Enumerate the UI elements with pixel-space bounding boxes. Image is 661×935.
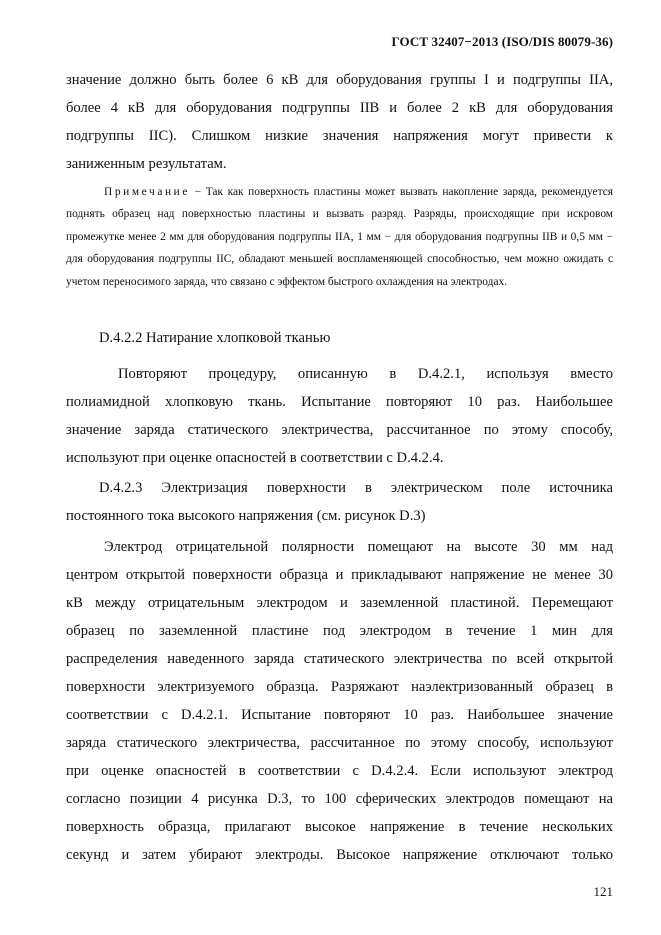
text-line: поверхности электризуемого образца. Разряжают наэлектризованный образец в bbox=[66, 679, 613, 695]
text-line: подгруппы IIC). Слишком низкие значения напряжения могут привести к bbox=[66, 128, 613, 144]
text-line: согласно позиции 4 рисунка D.3, то 100 сферических электродов помещают на bbox=[66, 791, 613, 807]
text-line: постоянного тока высокого напряжения (см. рисунок D.3) bbox=[66, 508, 426, 524]
section-heading-d4223 bbox=[66, 474, 613, 530]
text-line: кВ между отрицательным электродом и заземленной пластиной. Перемещают bbox=[66, 595, 613, 611]
text-line: при оценке опасностей в соответствии с D.4.2.4. Если используют электрод bbox=[66, 763, 613, 779]
text-line: заниженным результатам. bbox=[66, 156, 227, 172]
text-line: Электрод отрицательной полярности помещают на высоте 30 мм над bbox=[104, 539, 613, 555]
text-line: заряда статического электричества, рассчитанное по этому способу, используют bbox=[66, 735, 613, 751]
text-line: полиамидной хлопковую ткань. Испытание повторяют 10 раз. Наибольшее bbox=[66, 394, 613, 410]
text-line: образец по заземленной пластине под электродом в течение 1 мин для bbox=[66, 623, 613, 639]
page-number: 121 bbox=[593, 884, 613, 899]
note-block bbox=[66, 181, 613, 293]
text-line: значение должно быть более 6 кВ для оборудования группы I и подгруппы IIA, bbox=[66, 72, 613, 88]
text-line: D.4.2.3 Электризация поверхности в электрическом поле источника bbox=[99, 480, 613, 496]
note-label: Примечание bbox=[104, 186, 191, 198]
text-line: значение заряда статического электричества, рассчитанное по этому способу, bbox=[66, 422, 613, 438]
text-line: секунд и затем убирают электроды. Высокое напряжение отключают только bbox=[66, 847, 613, 863]
text-line: Повторяют процедуру, описанную в D.4.2.1, используя вместо bbox=[118, 366, 613, 382]
paragraph-voltage-values bbox=[66, 66, 613, 178]
text-line: используют при оценке опасностей в соответствии с D.4.2.4. bbox=[66, 450, 444, 466]
section-heading-d4222: D.4.2.2 Натирание хлопковой тканью bbox=[99, 330, 331, 346]
text-line: более 4 кВ для оборудования подгруппы IIB и более 2 кВ для оборудования bbox=[66, 100, 613, 116]
paragraph-electrode-procedure bbox=[66, 533, 613, 869]
note-text: − Так как поверхность пластины может вызвать накопление заряда, рекомендуется поднять образец над поверхностью пластины и вызвать разряд. Разряды, происходящие при искровом промежутке менее 2 мм для оборудования подгруппы IIA, 1 мм − для оборудования подгрупны IIB и 0,5 мм − для оборудования подгруппы IIC, обладают меньшей воспламеняющей способностью, чем можно ожидать с учетом переносимого заряда, что связано с эффектом быстрого охлаждения на электродах. bbox=[66, 186, 613, 288]
text-line: соответствии с D.4.2.1. Испытание повторяют 10 раз. Наибольшее значение bbox=[66, 707, 613, 723]
standard-header: ГОСТ 32407−2013 (ISO/DIS 80079-36) bbox=[391, 34, 613, 49]
text-line: центром открытой поверхности образца и прикладывают напряжение не менее 30 bbox=[66, 567, 613, 583]
paragraph-cotton-rubbing bbox=[66, 360, 613, 472]
text-line: поверхность образца, прилагают высокое напряжение в течение нескольких bbox=[66, 819, 613, 835]
text-line: распределения наведенного заряда статического электричества по всей открытой bbox=[66, 651, 613, 667]
